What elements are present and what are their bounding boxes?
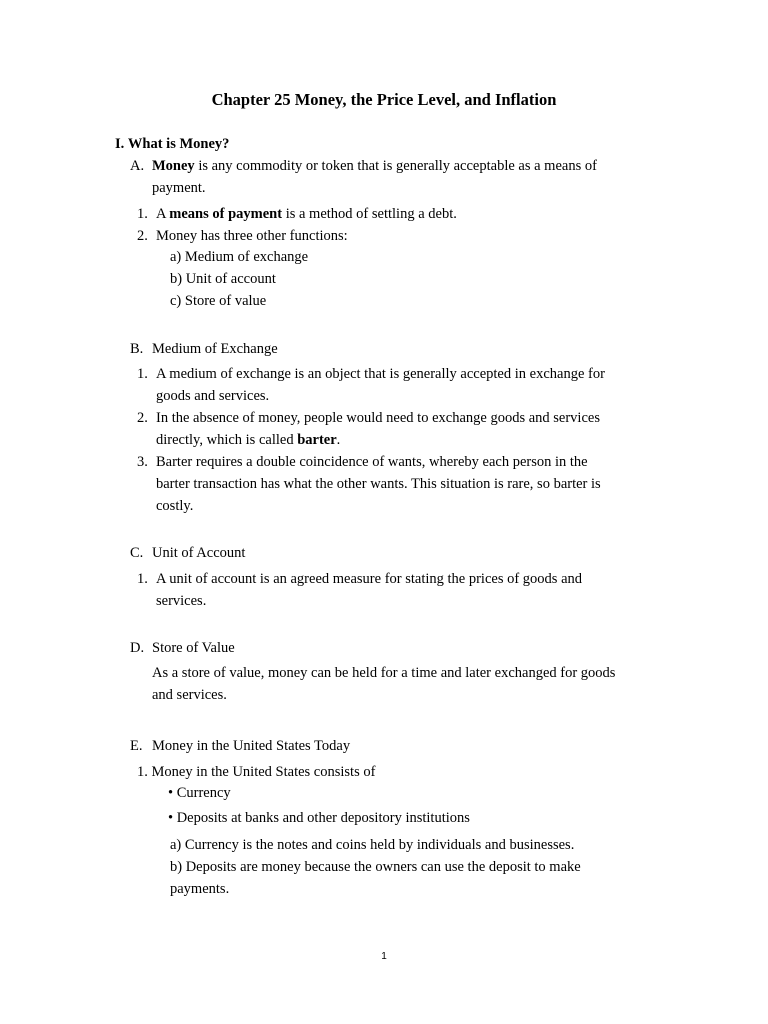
- section-label: I.: [115, 136, 125, 152]
- item-label: 2.: [137, 410, 148, 426]
- sub-item: c) Store of value: [170, 293, 267, 309]
- item-B2-line2: [156, 429, 340, 451]
- text: directly, which is called: [156, 432, 298, 448]
- section-heading: [115, 133, 229, 155]
- bullet-text: Currency: [176, 785, 231, 801]
- text: .: [336, 432, 341, 448]
- item-C1-line2: services.: [156, 593, 207, 609]
- page-title: Chapter 25 Money, the Price Level, and Inflation: [211, 90, 557, 109]
- item-D-label: D.: [130, 640, 145, 656]
- item-B-heading: Medium of Exchange: [152, 341, 278, 357]
- page-number: 1: [381, 951, 387, 962]
- item-A-line2: payment.: [152, 180, 206, 196]
- item-label: 1.: [137, 206, 148, 222]
- term-means-of-payment: means of payment: [169, 206, 283, 222]
- item-A2-text: Money has three other functions:: [156, 228, 348, 244]
- item-B3-line2: barter transaction has what the other wants. This situation is rare, so barter is: [156, 476, 601, 492]
- term-money: Money: [152, 158, 195, 174]
- item-label: A.: [130, 158, 145, 174]
- item-C1-line1: A unit of account is an agreed measure for stating the prices of goods and: [156, 571, 583, 587]
- item-B-label: B.: [130, 341, 144, 357]
- item-label: 3.: [137, 454, 148, 470]
- item-A1: [137, 203, 148, 225]
- item-C-label: C.: [130, 545, 144, 561]
- sub-item-b-line2: payments.: [170, 881, 230, 897]
- bullet-item: [168, 782, 231, 804]
- text: A: [156, 206, 170, 222]
- item-B2-line1: In the absence of money, people would need to exchange goods and services: [156, 410, 600, 426]
- item-D-line2: and services.: [152, 687, 227, 703]
- sub-item-a: a) Currency is the notes and coins held by individuals and businesses.: [170, 837, 575, 853]
- sub-item: b) Unit of account: [170, 271, 276, 287]
- item-label: 1.: [137, 366, 148, 382]
- item-label: 2.: [137, 228, 148, 244]
- item-B1-line1: A medium of exchange is an object that is generally accepted in exchange for: [156, 366, 605, 382]
- item-D-line1: As a store of value, money can be held for a time and later exchanged for goods: [152, 665, 616, 681]
- bullet-icon: •: [168, 810, 174, 826]
- bullet-icon: •: [168, 785, 174, 801]
- item-B3-line3: costly.: [156, 498, 194, 514]
- item-C-heading: Unit of Account: [152, 545, 246, 561]
- section-title: What is Money?: [127, 136, 230, 152]
- text: is a method of settling a debt.: [282, 206, 457, 222]
- item-E-heading: Money in the United States Today: [152, 738, 351, 754]
- bullet-text: Deposits at banks and other depository institutions: [176, 810, 470, 826]
- item-B1-line2: goods and services.: [156, 388, 270, 404]
- item-D-heading: Store of Value: [152, 640, 235, 656]
- item-A-line1: [152, 155, 597, 177]
- item-A: [130, 155, 144, 177]
- text: is any commodity or token that is generally acceptable as a means of: [194, 158, 597, 174]
- item-E1: 1. Money in the United States consists of: [137, 764, 376, 780]
- sub-item-b-line1: b) Deposits are money because the owners can use the deposit to make: [170, 859, 581, 875]
- item-label: 1.: [137, 571, 148, 587]
- item-A2: [137, 225, 148, 247]
- item-B3-line1: Barter requires a double coincidence of wants, whereby each person in the: [156, 454, 588, 470]
- sub-item: a) Medium of exchange: [170, 249, 309, 265]
- bullet-item: [168, 807, 470, 829]
- term-barter: barter: [297, 432, 337, 448]
- item-A1-text: [156, 203, 457, 225]
- item-E-label: E.: [130, 738, 143, 754]
